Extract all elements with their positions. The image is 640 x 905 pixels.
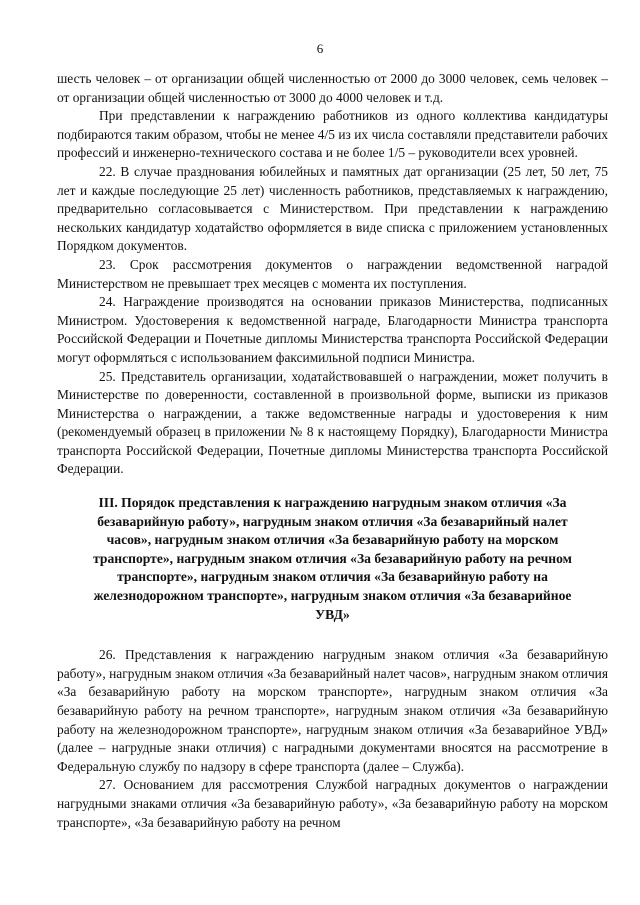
section-heading: III. Порядок представления к награждению нагрудным знаком отличия «За безаварийную работу», нагрудным знаком отличия «За безаварийный налет часов», нагрудным знаком отличия «За безаварийную работу на морском транспорте», нагрудным знаком отличия «За безаварийную работу на речном транспорте», нагрудным знаком отличия «За безаварийную работу на железнодорожном транспорте», нагрудным знаком отличия «За безаварийное УВД» [93,495,572,622]
paragraph-24: 24. Награждение производятся на основании приказов Министерства, подписанных Министром. Удостоверения к ведомственной награде, Благодарности Министра транспорта Российской Федерации и Почетные дипломы Министерства транспорта Российской Федерации могут оформляться с использованием факсимильной подписи Министра. [57,294,608,365]
paragraph-27: 27. Основанием для рассмотрения Службой наградных документов о награждении нагрудными знаками отличия «За безаварийную работу», «За безаварийную работу на морском транспорте», «За безаварийную работу на речном [57,777,608,830]
paragraph-continuation: шесть человек – от организации общей численностью от 2000 до 3000 человек, семь человек – от организации общей численностью от 3000 до 4000 человек и т.д. [57,71,608,105]
paragraph-22: 22. В случае празднования юбилейных и памятных дат организации (25 лет, 50 лет, 75 лет и каждые последующие 25 лет) численность работников, представляемых к награждению, предварительно согласовывается с Министерством. При представлении к награждению нескольких кандидатур ходатайство оформляется в виде списка с приложением установленных Порядком документов. [57,163,608,254]
document-body [57,70,608,832]
paragraph-candidates-ratio: При представлении к награждению работников из одного коллектива кандидатуры подбираются таким образом, чтобы не менее 4/5 из их числа составляли представители рабочих профессий и инженерно-технического состава и не более 1/5 – руководители всех уровней. [57,108,608,161]
paragraph-26: 26. Представления к награждению нагрудным знаком отличия «За безаварийную работу», нагрудным знаком отличия «За безаварийный налет часов», нагрудным знаком отличия «За безаварийную работу на морском транспорте», нагрудным знаком отличия «За безаварийную работу на речном транспорте», нагрудным знаком отличия «За безаварийную работу на железнодорожном транспорте», нагрудным знаком отличия «За безаварийное УВД» (далее – нагрудные знаки отличия) с наградными документами вносятся на рассмотрение в Федеральную службу по надзору в сфере транспорта (далее – Служба). [57,647,608,774]
page-number: 6 [316,41,324,56]
paragraph-23: 23. Срок рассмотрения документов о награждении ведомственной наградой Министерством не превышает трех месяцев с момента их поступления. [57,256,608,291]
paragraph-25: 25. Представитель организации, ходатайствовавшей о награждении, может получить в Министерстве по доверенности, составленной в произвольной форме, выписки из приказов Министерства о награждении, а также ведомственные награды и удостоверения к ним (рекомендуемый образец в приложении № 8 к настоящему Порядку), Благодарности Министра транспорта Российской Федерации, Почетные дипломы Министерства транспорта Российской Федерации. [57,368,608,477]
